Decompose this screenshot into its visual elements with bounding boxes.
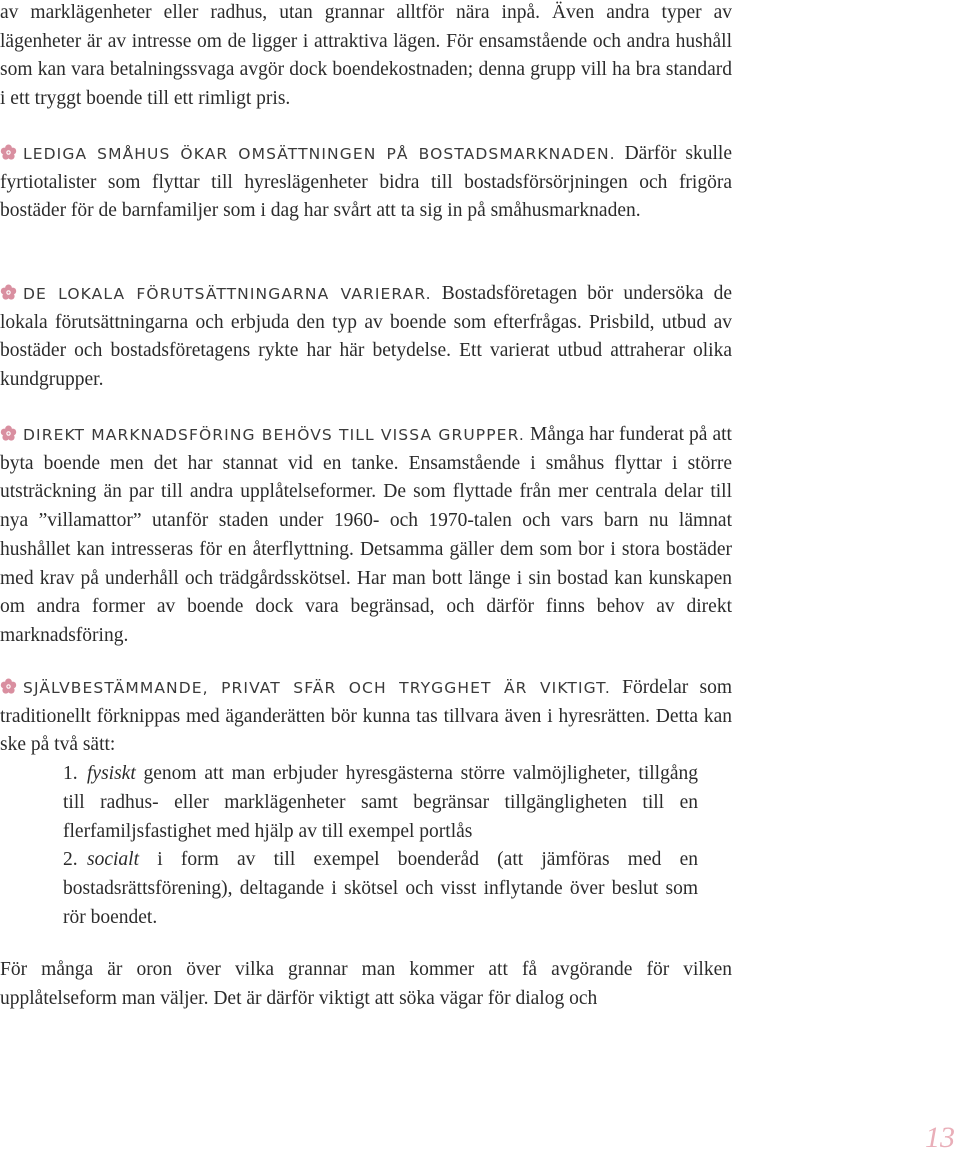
section-paragraph (0, 140, 732, 226)
section-text: Fördelar som traditionellt förknippas med äganderätten bör kunna tas tillvara även i hyresrätten. Detta kan ske på två sätt: (0, 677, 732, 756)
section-paragraph (0, 280, 732, 395)
list-item (0, 760, 698, 846)
flower-icon (0, 425, 17, 442)
list-item (0, 846, 698, 932)
flower-icon (0, 678, 17, 695)
list-term: socialt (87, 849, 139, 871)
section-paragraph (0, 674, 732, 760)
section-lead: DE LOKALA FÖRUTSÄTTNINGARNA VARIERAR. (23, 285, 432, 303)
section-text: Många har funderat på att byta boende men det har stannat vid en tanke. Ensamstående i småhus flyttar i större utsträckning än par till andra upplåtelseformer. De som flyttade från mer centrala delar till nya ”villamattor” utanför staden under 1960- och 1970-talen och vars barn nu lämnat hushållet kan intresseras för en återflyttning. Detsamma gäller dem som bor i stora bostäder med krav på underhåll och trädgårdsskötsel. Har man bott länge i sin bostad kan kunskapen om andra former av boende dock vara begränsad, och därför finns behov av direkt marknadsföring. (0, 424, 732, 646)
list-number: 1. (63, 763, 78, 785)
flower-icon (0, 144, 17, 161)
section-text: Därför skulle fyrtiotalister som flyttar till hyreslägenheter bidra till bostadsförsörjningen och frigöra bostäder för de barnfamiljer som i dag har svårt att ta sig in på småhusmarknaden. (0, 143, 732, 222)
list-text: genom att man erbjuder hyresgästerna större valmöjligheter, tillgång till radhus- eller marklägenheter samt begränsar tillgängligheten till en flerfamiljsfastighet med hjälp av till exempel portlås (63, 763, 698, 842)
section-lead: DIREKT MARKNADSFÖRING BEHÖVS TILL VISSA GRUPPER. (23, 426, 525, 444)
section-block (0, 674, 732, 932)
list-body (63, 760, 698, 846)
page-number: 13 (925, 1121, 955, 1154)
section-paragraph (0, 421, 732, 651)
section-text: Bostadsföretagen bör undersöka de lokala förutsättningarna och erbjuda den typ av boende som efterfrågas. Prisbild, utbud av bostäder och bostadsföretagens rykte har här betydelse. Ett varierat utbud attraherar olika kundgrupper. (0, 283, 732, 391)
list-text: i form av till exempel boenderåd (att jämföras med en bostadsrättsförening), deltagande i skötsel och visst inflytande över beslut som rör boendet. (63, 849, 698, 928)
flower-icon (0, 284, 17, 301)
intro-paragraph: av marklägenheter eller radhus, utan grannar alltför nära inpå. Även andra typer av lägenheter är av intresse om de ligger i attraktiva lägen. För ensamstående och andra hushåll som kan vara betalningssvaga avgör dock boendekostnaden; denna grupp vill ha bra standard i ett tryggt boende till ett rimligt pris. (0, 2, 732, 110)
section-lead: SJÄLVBESTÄMMANDE, PRIVAT SFÄR OCH TRYGGHET ÄR VIKTIGT. (23, 679, 611, 697)
list-term: fysiskt (87, 763, 136, 785)
list-body (63, 846, 698, 932)
section-lead: LEDIGA SMÅHUS ÖKAR OMSÄTTNINGEN PÅ BOSTADSMARKNADEN. (23, 145, 616, 163)
numbered-list (0, 760, 732, 932)
list-number: 2. (63, 849, 78, 871)
closing-paragraph: För många är oron över vilka grannar man kommer att få avgörande för vilken upplåtelseform man väljer. Det är därför viktigt att söka vägar för dialog och (0, 959, 732, 1009)
